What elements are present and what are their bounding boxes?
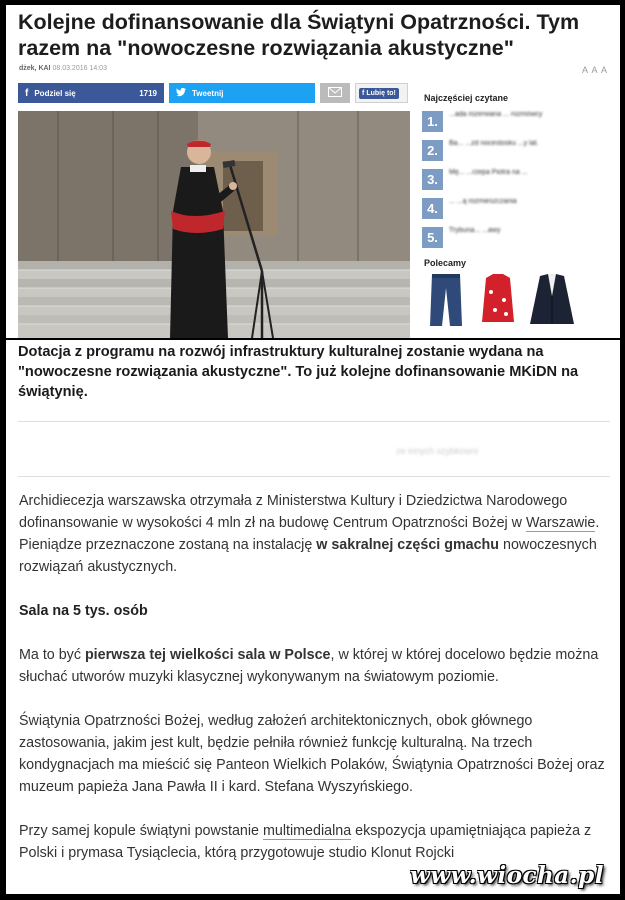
email-share-button[interactable] xyxy=(320,83,350,103)
most-read-item[interactable] xyxy=(422,140,616,164)
paragraph xyxy=(19,490,611,578)
twitter-share-button[interactable] xyxy=(169,83,315,103)
article-header-panel xyxy=(6,5,620,338)
jeans-product-image[interactable] xyxy=(424,274,468,326)
paragraph-bold-text: pierwsza tej wielkości sala w Polsce xyxy=(84,647,331,663)
paragraph-text: , w której w której docelowo będzie można słuchać utworów muzyki klasycznej wykonywanym na światowym poziomie. xyxy=(19,647,599,685)
paragraph-bold-text: w sakralnej części gmachu xyxy=(316,537,500,553)
twitter-icon xyxy=(176,88,186,99)
divider xyxy=(18,476,610,477)
article-author: dżek, KAI xyxy=(19,65,51,72)
most-read-list xyxy=(422,111,616,251)
blurred-related-text: ze innych szybkowni xyxy=(396,446,479,456)
article-lead: Dotacja z programu na rozwój infrastruktury kulturalnej zostanie wydana na "nowoczesne rozwiązania akustyczne". To już kolejne dofinansowanie MKiDN na świątynię. xyxy=(18,344,579,400)
most-read-item-text: Trybuna... ...awy xyxy=(449,227,501,234)
article-photo xyxy=(18,111,410,338)
paragraph-text: Ma to być xyxy=(19,647,85,663)
paragraph-text: nowoczesnych rozwiązań akustycznych. xyxy=(19,537,597,575)
cardinal-speaking-image xyxy=(18,111,410,338)
article-body xyxy=(19,490,611,886)
paragraph xyxy=(19,820,611,864)
multimedialna-link[interactable]: multimedialna xyxy=(262,823,352,839)
most-read-item[interactable] xyxy=(422,169,616,193)
facebook-like-icon: f xyxy=(362,89,365,97)
article-date: 08.03.2016 14:03 xyxy=(52,65,107,72)
jacket-product-image[interactable] xyxy=(528,274,576,326)
most-read-item-text: ...ada rozerwana ... rozmówcy xyxy=(449,111,543,118)
recommended-products xyxy=(424,274,616,326)
blouse-product-image[interactable] xyxy=(476,274,520,326)
facebook-icon: f xyxy=(25,87,29,99)
most-read-item-text: Mę... ...rzepa Piotra na ... xyxy=(449,169,528,176)
share-bar xyxy=(18,83,408,103)
section-heading: Sala na 5 tys. osób xyxy=(19,603,148,619)
facebook-share-button[interactable] xyxy=(18,83,164,103)
divider xyxy=(18,421,610,422)
rank-badge: 5. xyxy=(422,227,443,248)
most-read-item[interactable] xyxy=(422,227,616,251)
most-read-item-text: ... ...ą rozmieszczania xyxy=(449,198,517,205)
paragraph-text: Przy samej kopule świątyni powstanie xyxy=(19,823,263,839)
most-read-item[interactable] xyxy=(422,111,616,135)
rank-badge: 3. xyxy=(422,169,443,190)
warszawa-link[interactable]: Warszawie xyxy=(525,515,596,531)
font-size-switcher[interactable]: A A A xyxy=(581,65,608,75)
article-title: Kolejne dofinansowanie dla Świątyni Opatrzności. Tym razem na "nowoczesne rozwiązania akustyczne" xyxy=(18,10,580,60)
article-body-panel xyxy=(6,340,620,894)
facebook-like-label: Lubię to! xyxy=(366,89,396,97)
twitter-share-label: Tweetnij xyxy=(192,88,224,98)
rank-badge: 2. xyxy=(422,140,443,161)
paragraph-text: Archidiecezja warszawska otrzymała z Ministerstwa Kultury i Dziedzictwa Narodowego dofinansowanie w wysokości 4 mln zł na budowę Centrum Opatrzności Bożej w xyxy=(19,493,568,531)
envelope-icon xyxy=(328,87,342,99)
paragraph: Świątynia Opatrzności Bożej, według założeń architektonicznych, obok głównego zastosowania, jakim jest kult, będzie pełniła również funkcję kulturalną. Na trzech kondygnacjach ma mieścić się Panteon Wielkich Polaków, Świątynia Opatrzności Bożej oraz muzeum papieża Jana Pawła II i kard. Stefana Wyszyńskiego. xyxy=(19,713,605,795)
most-read-item-text: Ba... ...zd nocestosku ...y lat. xyxy=(449,140,539,147)
paragraph-text: . Pieniądze przeznaczone zostaną na instalację xyxy=(19,515,600,553)
rank-badge: 1. xyxy=(422,111,443,132)
facebook-like-button[interactable] xyxy=(355,83,408,103)
facebook-share-count: 1719 xyxy=(139,88,157,98)
facebook-share-label: Podziel się xyxy=(34,88,76,98)
rank-badge: 4. xyxy=(422,198,443,219)
recommended-title: Polecamy xyxy=(424,258,467,268)
paragraph xyxy=(19,644,611,688)
sidebar xyxy=(422,93,616,338)
most-read-item[interactable] xyxy=(422,198,616,222)
site-watermark: www.wiocha.pl xyxy=(410,862,604,889)
paragraph-text: ekspozycja upamiętniająca papieża z Polski i prymasa Tysiąclecia, którą przygotowuje studio Klonut Rojcki xyxy=(19,823,592,861)
article-meta xyxy=(19,65,107,72)
most-read-title: Najczęściej czytane xyxy=(424,93,509,103)
